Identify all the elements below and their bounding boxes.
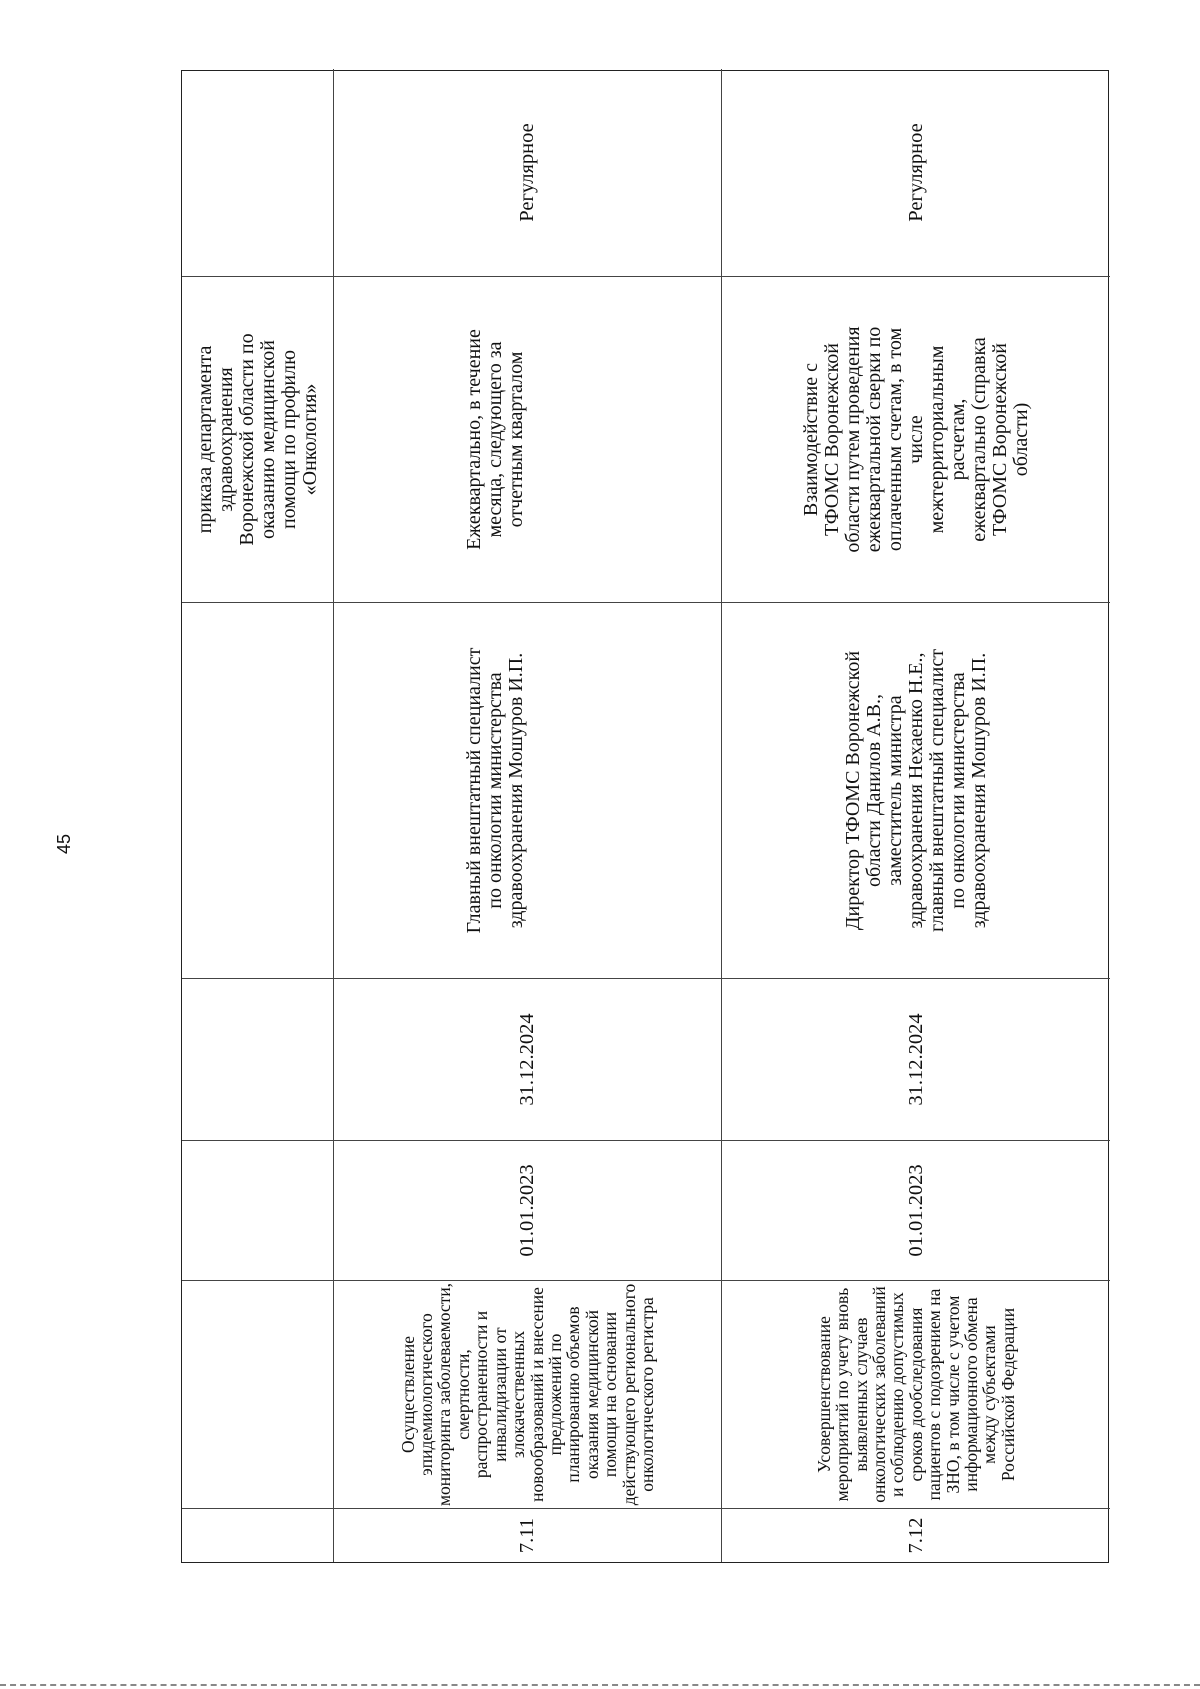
text-line: онкологических заболеваний bbox=[868, 1286, 889, 1503]
end-date-cell bbox=[182, 978, 334, 1140]
text-line: эпидемиологического bbox=[416, 1313, 437, 1476]
text-line: инвалидизации от bbox=[489, 1327, 510, 1462]
text-line: приказа департамента bbox=[193, 345, 216, 534]
characteristic-cell bbox=[722, 276, 1110, 602]
text-line: смертности, bbox=[452, 1349, 473, 1440]
text-line: Воронежской области по bbox=[235, 333, 258, 546]
text-line: мониторинга заболеваемости, bbox=[434, 1282, 455, 1507]
text-line: Осуществление bbox=[397, 1335, 418, 1454]
table-grid bbox=[181, 70, 1109, 1563]
text-line: «Онкология» bbox=[298, 383, 321, 496]
text-line: злокачественных bbox=[508, 1330, 529, 1459]
text-line: ЗНО, в том числе с учетом bbox=[942, 1295, 963, 1494]
text-line: межтерриториальным bbox=[925, 345, 948, 534]
text-line: сроков дообследования bbox=[905, 1307, 926, 1482]
text-line: предложений по bbox=[544, 1333, 565, 1456]
text-line: планированию объемов bbox=[563, 1306, 584, 1483]
text-line: Ежеквартально, в течение bbox=[463, 329, 485, 550]
start-date-cell: 01.01.2023 bbox=[722, 1140, 1110, 1280]
text-line: главный внештатный специалист bbox=[925, 649, 948, 932]
type-cell: Регулярное bbox=[904, 123, 927, 222]
text-line: числе bbox=[904, 415, 927, 464]
measure-description-cell bbox=[334, 1280, 722, 1508]
text-line: Директор ТФОМС Воронежской bbox=[841, 650, 864, 931]
start-date-cell bbox=[182, 1140, 334, 1280]
text-line: области) bbox=[1009, 402, 1032, 477]
footer-rule bbox=[0, 1684, 1200, 1686]
text-line: Российской Федерации bbox=[997, 1307, 1018, 1482]
end-date-cell: 31.12.2024 bbox=[722, 978, 1110, 1140]
text-line: расчетам, bbox=[946, 398, 969, 481]
text-line: Главный внештатный специалист bbox=[463, 647, 485, 934]
text-line: ТФОМС Воронежской bbox=[820, 342, 843, 537]
characteristic-cell bbox=[182, 276, 334, 602]
text-line: по онкологии министерства bbox=[946, 672, 969, 909]
text-line: месяца, следующего за bbox=[484, 341, 506, 538]
text-line: ТФОМС Воронежской bbox=[988, 342, 1011, 537]
text-line: области путем проведения bbox=[841, 326, 864, 553]
text-line: действующего регионального bbox=[618, 1283, 639, 1506]
text-line: новообразований и внесение bbox=[526, 1287, 547, 1502]
text-line: ежеквартальной сверки по bbox=[862, 326, 885, 553]
text-line: информационного обмена bbox=[961, 1297, 982, 1492]
row-number-cell bbox=[182, 1508, 334, 1562]
text-line: и соблюдению допустимых bbox=[887, 1292, 908, 1497]
measure-description-cell bbox=[722, 1280, 1110, 1508]
text-line: области Данилов А.В., bbox=[862, 694, 885, 887]
characteristic-cell bbox=[334, 276, 722, 602]
text-line: оказанию медицинской bbox=[256, 340, 279, 539]
text-line: онкологического регистра bbox=[636, 1297, 657, 1492]
document-table bbox=[181, 70, 1109, 1563]
type-cell: Регулярное bbox=[334, 69, 722, 276]
type-cell bbox=[182, 69, 334, 276]
text-line: ежеквартально (справка bbox=[967, 337, 990, 542]
text-line: помощи на основании bbox=[600, 1311, 621, 1478]
text-line: между субъектами bbox=[979, 1325, 1000, 1464]
text-line: Взаимодействие с bbox=[799, 362, 822, 517]
responsible-cell bbox=[334, 602, 722, 978]
text-line: оказания медицинской bbox=[581, 1309, 602, 1480]
text-line: помощи по профилю bbox=[277, 349, 300, 530]
text-line: здравоохранения Нехаенко Н.Е., bbox=[904, 652, 927, 929]
text-line: выявленных случаев bbox=[850, 1317, 871, 1472]
text-line: Усовершенствование bbox=[813, 1316, 834, 1473]
text-line: оплаченным счетам, в том bbox=[883, 327, 906, 552]
row-number-cell: 7.11 bbox=[334, 1508, 722, 1562]
start-date-cell: 01.01.2023 bbox=[334, 1140, 722, 1280]
text-line: пациентов с подозрением на bbox=[924, 1288, 945, 1501]
responsible-cell bbox=[722, 602, 1110, 978]
measure-description-cell bbox=[182, 1280, 334, 1508]
page-number: 45 bbox=[54, 833, 74, 855]
text-line: распространенности и bbox=[471, 1310, 492, 1479]
text-line: здравоохранения bbox=[214, 367, 237, 512]
text-line: здравоохранения Мошуров И.П. bbox=[967, 652, 990, 929]
text-line: мероприятий по учету вновь bbox=[832, 1287, 853, 1502]
responsible-cell bbox=[182, 602, 334, 978]
text-line: отчетным кварталом bbox=[505, 351, 527, 528]
text-line: по онкологии министерства bbox=[484, 672, 506, 909]
row-number-cell: 7.12 bbox=[722, 1508, 1110, 1562]
text-line: заместитель министра bbox=[883, 695, 906, 886]
text-line: здравоохранения Мошуров И.П. bbox=[505, 652, 527, 929]
end-date-cell: 31.12.2024 bbox=[334, 978, 722, 1140]
